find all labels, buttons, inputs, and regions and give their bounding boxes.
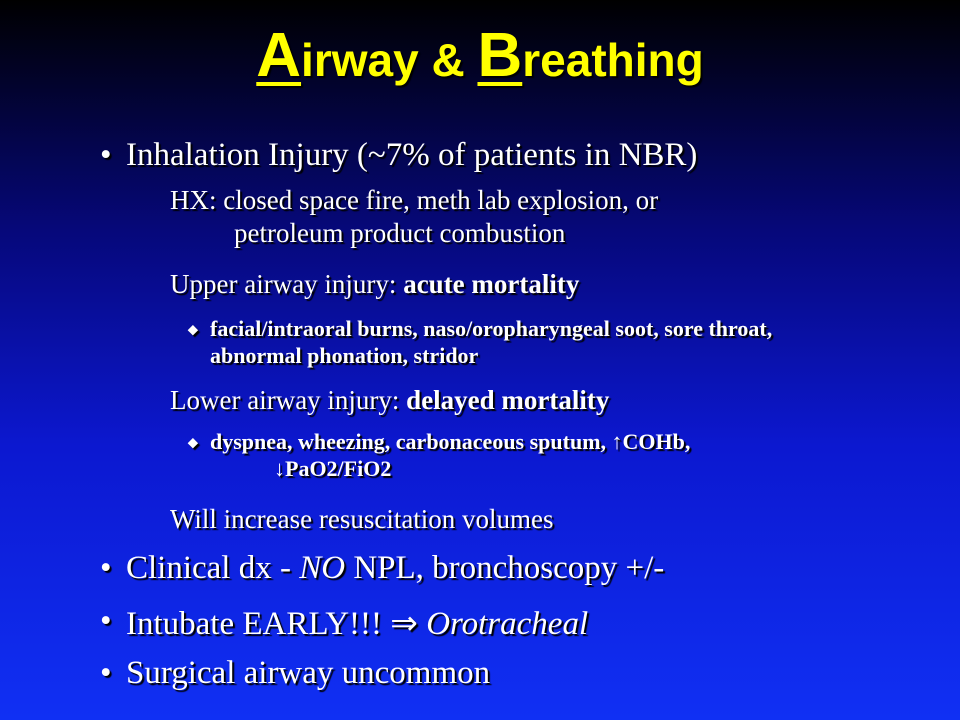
sub-resuscitation <box>170 503 554 536</box>
bullet-text: Surgical airway uncommon <box>126 655 491 691</box>
clinical-pre: Clinical dx - <box>126 550 300 586</box>
up-arrow-icon: ↑ <box>611 429 623 454</box>
lower-detail-line-2 <box>210 455 690 482</box>
slide-title <box>0 20 960 91</box>
upper-airway-details <box>188 315 773 369</box>
title-initial-a: A <box>256 21 302 90</box>
intubate-emphasis: Orotracheal <box>417 606 589 642</box>
upper-detail-line-2: abnormal phonation, stridor <box>210 343 479 368</box>
diamond-bullet-icon: ⬥ <box>188 436 198 451</box>
diamond-bullet-icon: ⬥ <box>188 323 198 338</box>
sub-history <box>170 184 658 250</box>
history-line-2: petroleum product combustion <box>234 218 566 248</box>
bullet-surgical-airway <box>100 655 491 692</box>
upper-airway-mortality: acute mortality <box>403 269 580 299</box>
bullet-dot: • <box>100 137 112 173</box>
title-rest-a: irway & <box>301 34 478 86</box>
lower-detail-text: dyspnea, wheezing, carbonaceous sputum, <box>210 429 612 454</box>
pao2-text: PaO2/FiO2 <box>285 456 392 481</box>
bullet-dot: • <box>100 655 112 691</box>
bullet-dot: • <box>100 603 112 639</box>
lower-airway-mortality: delayed mortality <box>406 385 610 415</box>
cohb-text: COHb, <box>622 429 691 454</box>
lower-airway-label: Lower airway injury: <box>170 385 407 415</box>
upper-airway-label: Upper airway injury: <box>170 269 404 299</box>
bullet-dot: • <box>100 550 112 586</box>
double-arrow-icon: ⇒ <box>390 606 418 642</box>
lower-detail-line-1 <box>210 428 690 455</box>
bullet-clinical-dx <box>100 550 665 587</box>
bullet-intubate <box>100 603 589 643</box>
history-line-1: HX: closed space fire, meth lab explosion, or <box>170 185 659 215</box>
title-initial-b: B <box>477 21 523 90</box>
down-arrow-icon: ↓ <box>274 456 285 481</box>
bullet-text: Inhalation Injury (~7% of patients in NBR) <box>126 137 698 173</box>
resuscitation-text: Will increase resuscitation volumes <box>170 504 554 534</box>
clinical-emphasis: NO <box>299 550 346 586</box>
upper-detail-line-1: facial/intraoral burns, naso/oropharyngeal soot, sore throat, <box>210 316 773 341</box>
sub-upper-airway <box>170 268 579 301</box>
sub-lower-airway <box>170 384 609 417</box>
bullet-inhalation-injury <box>100 137 698 174</box>
intubate-pre: Intubate EARLY!!! <box>126 606 391 642</box>
title-rest-b: reathing <box>522 34 704 86</box>
clinical-post: NPL, bronchoscopy +/- <box>345 550 665 586</box>
lower-airway-details <box>188 428 691 482</box>
